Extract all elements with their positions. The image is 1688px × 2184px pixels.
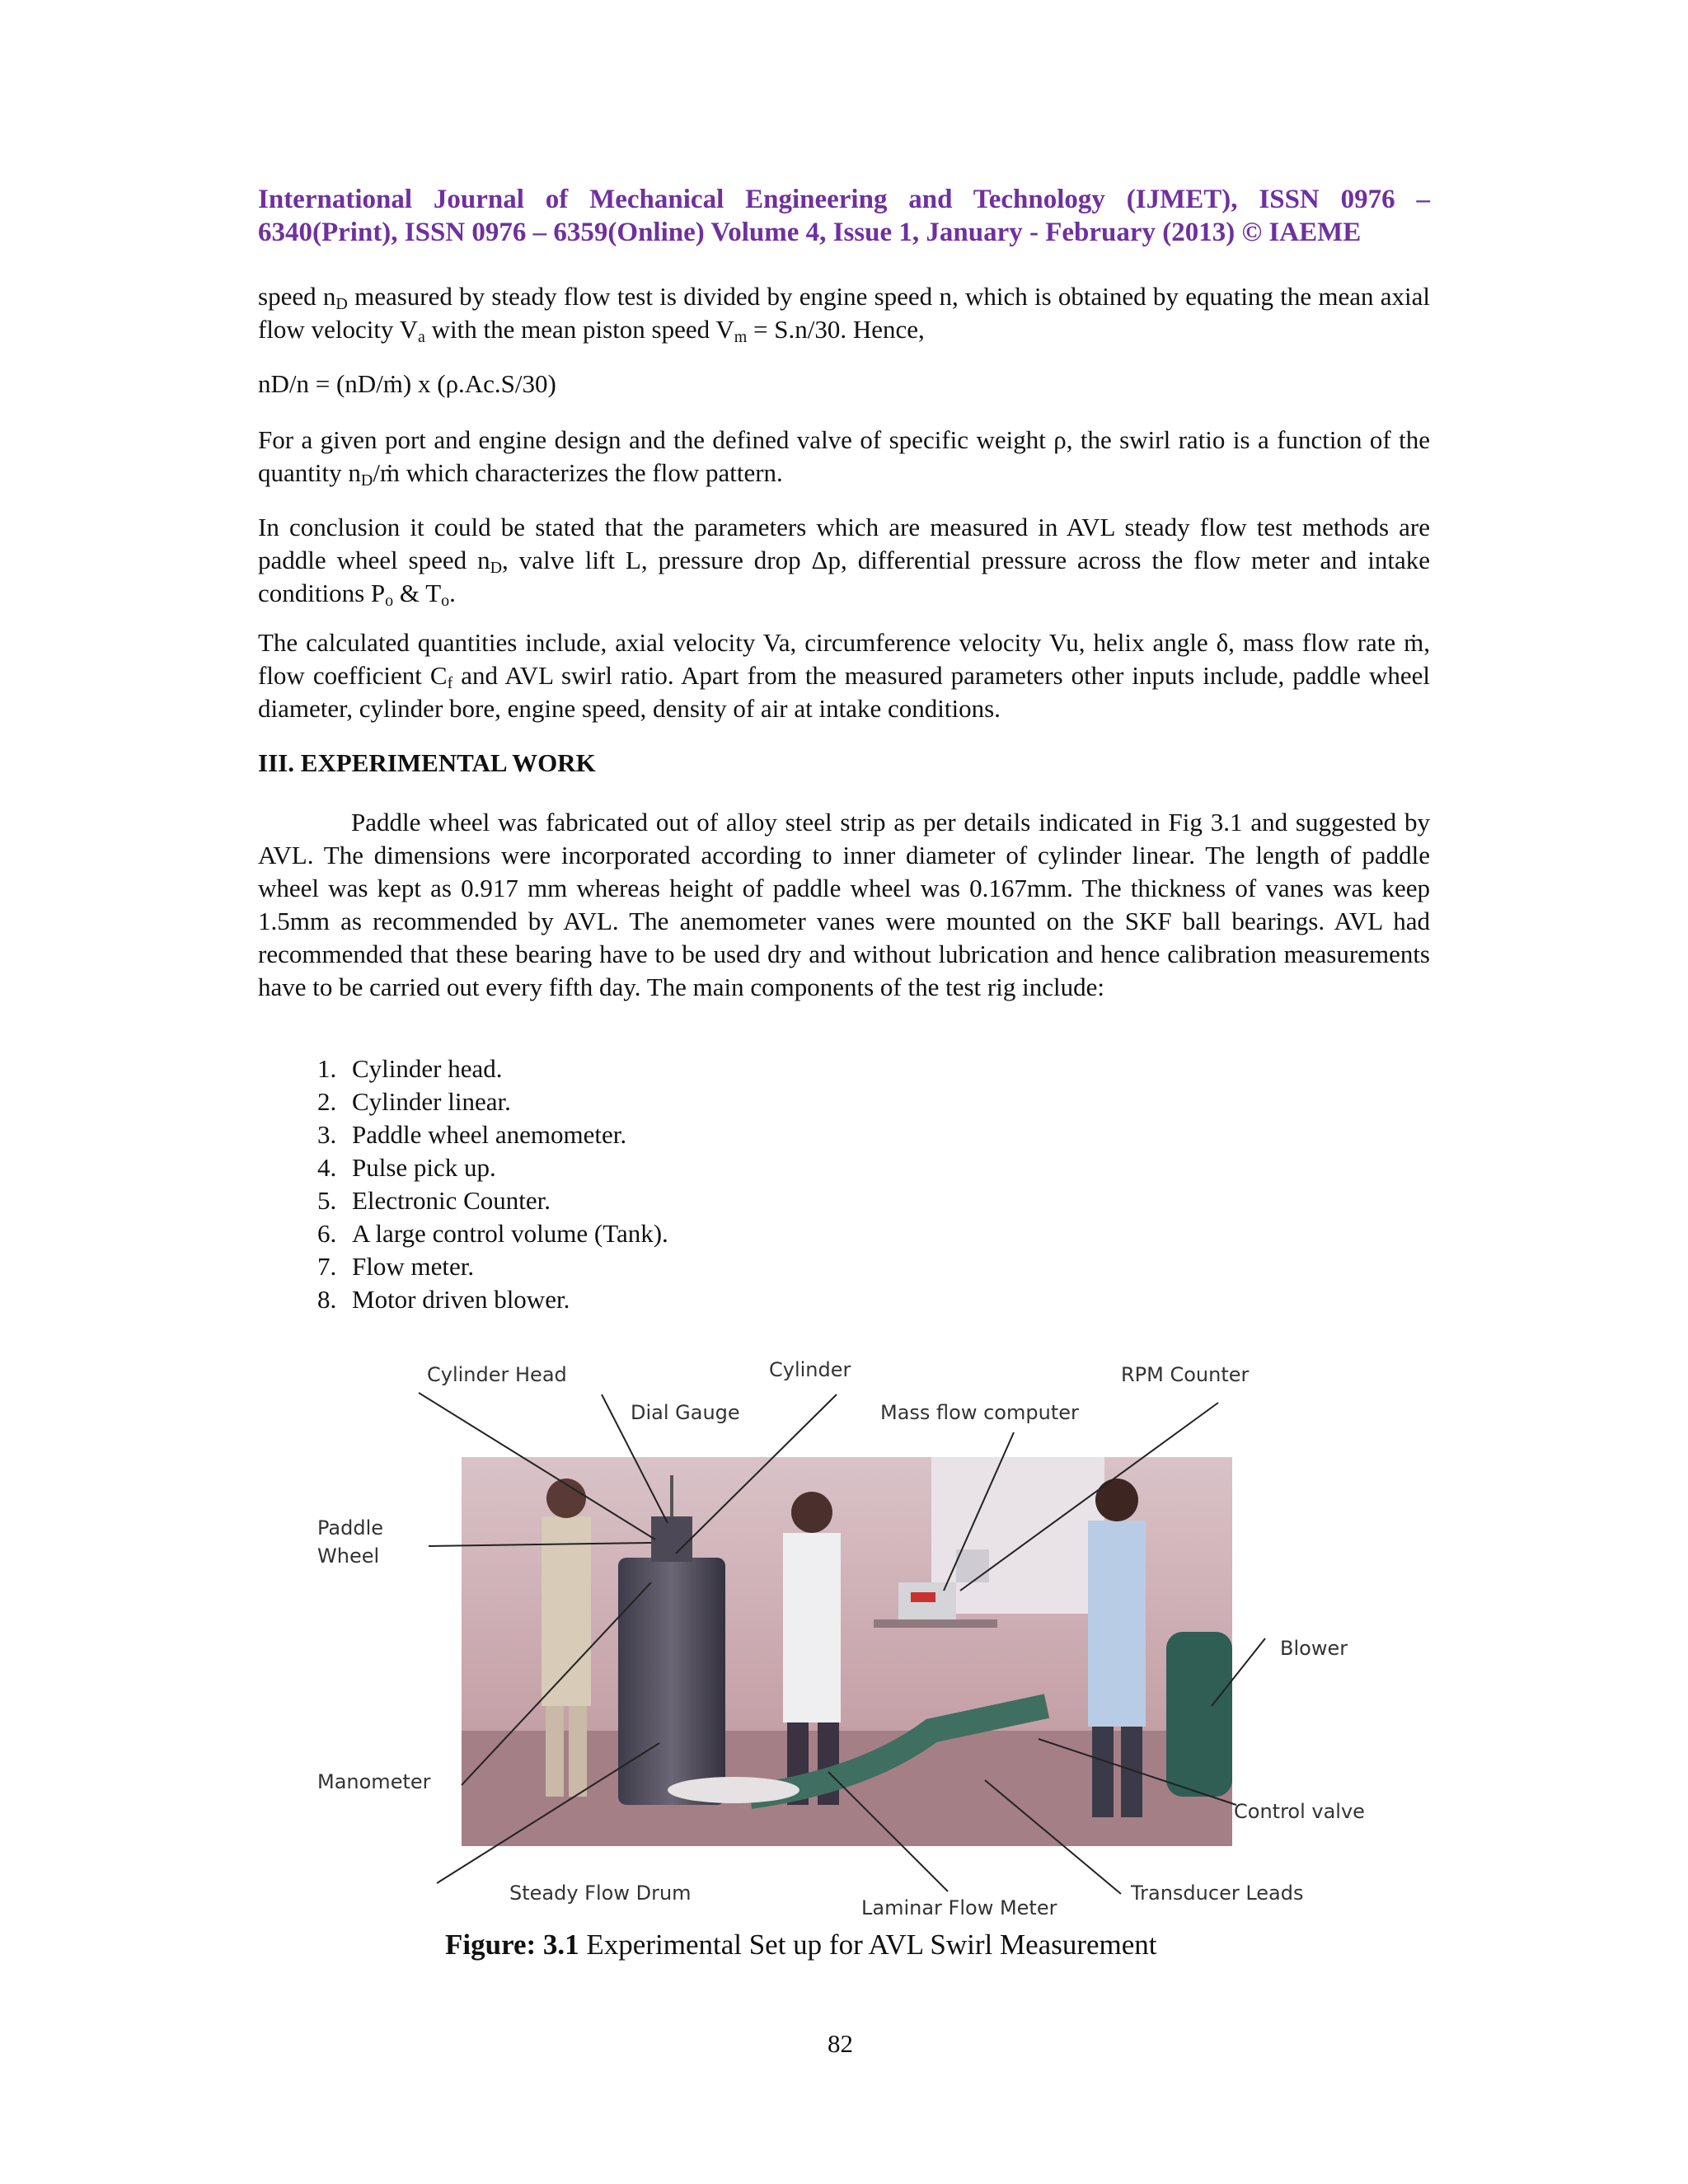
text-run: = S.n/30. Hence,	[747, 315, 925, 344]
figure-caption	[445, 1929, 1157, 1961]
paragraph-swirl-ratio	[258, 424, 1430, 490]
list-text: Cylinder head.	[352, 1054, 503, 1083]
list-number: 1.	[317, 1054, 337, 1083]
paragraph-calculated	[258, 626, 1430, 725]
list-item	[317, 1151, 668, 1184]
list-number: 4.	[317, 1153, 337, 1182]
journal-header-line1: International Journal of Mechanical Engineering and Technology (IJMET), ISSN 0976 –	[258, 185, 1430, 214]
list-text: Motor driven blower.	[352, 1285, 570, 1314]
page-number: 82	[828, 2029, 853, 2058]
list-number: 5.	[317, 1186, 337, 1215]
list-text: Electronic Counter.	[352, 1186, 551, 1215]
caption-text: Experimental Set up for AVL Swirl Measurement	[579, 1929, 1157, 1961]
list-item	[317, 1118, 668, 1151]
text-run: For a given port and engine design and the defined valve of specific weight ρ, the swirl ratio is a function of the quantity n	[258, 425, 1430, 487]
paragraph-experimental: Paddle wheel was fabricated out of alloy steel strip as per details indicated in Fig 3.1 and suggested by AVL. The dimensions were incorporated according to inner diameter of cylinder linear. The length of paddle wheel was kept as 0.917 mm whereas height of paddle wheel was 0.167mm. The thickness of vanes was keep 1.5mm as recommended by AVL. The anemometer vanes were mounted on the SKF ball bearings. AVL had recommended that these bearing have to be used dry and without lubrication and hence calibration measurements have to be carried out every fifth day. The main components of the test rig include:	[258, 808, 1430, 1001]
experimental-setup-figure	[305, 1352, 1401, 1929]
text-run: .	[449, 579, 456, 607]
label-rpm-counter: RPM Counter	[1121, 1363, 1250, 1386]
subscript: f	[447, 674, 453, 692]
paragraph-speed	[258, 280, 1430, 346]
list-number: 6.	[317, 1219, 337, 1248]
text-run: In conclusion it could be stated that the parameters which are measured in AVL steady flow test methods are paddle wheel speed n	[258, 513, 1430, 574]
components-list	[317, 1052, 668, 1316]
label-control-valve: Control valve	[1234, 1800, 1365, 1823]
text-run: with the mean piston speed V	[424, 315, 734, 344]
text-run: and AVL swirl ratio. Apart from the measured parameters other inputs include, paddle wheel diameter, cylinder bore, engine speed, density of air at intake conditions.	[258, 661, 1430, 723]
paragraph-conclusion	[258, 511, 1430, 610]
text-run: The calculated quantities include, axial velocity Va, circumference velocity Vu, helix angle δ, mass flow rate ṁ, flow coefficient C	[258, 628, 1430, 690]
label-paddle: Paddle	[317, 1516, 384, 1540]
label-steady-flow-drum: Steady Flow Drum	[509, 1882, 692, 1905]
list-item	[317, 1283, 668, 1316]
list-number: 8.	[317, 1285, 337, 1314]
list-item	[317, 1085, 668, 1118]
text-run: , valve lift L, pressure drop Δp, differential pressure across the flow meter and intake conditions P	[258, 546, 1430, 607]
label-laminar-flow-meter: Laminar Flow Meter	[861, 1896, 1057, 1919]
subscript: o	[441, 592, 450, 610]
subscript: D	[490, 559, 503, 577]
text-run: measured by steady flow test is divided by engine speed n, which is obtained by equating the mean axial flow velocity V	[258, 282, 1430, 344]
label-transducer-leads: Transducer Leads	[1131, 1882, 1304, 1905]
label-dial-gauge: Dial Gauge	[631, 1401, 740, 1424]
label-cylinder-head: Cylinder Head	[427, 1363, 567, 1386]
section-heading: III. EXPERIMENTAL WORK	[258, 748, 596, 777]
label-mass-flow-computer: Mass flow computer	[880, 1401, 1079, 1424]
list-number: 7.	[317, 1252, 337, 1281]
label-cylinder: Cylinder	[769, 1358, 851, 1381]
text-run: & T	[393, 579, 442, 607]
list-number: 3.	[317, 1120, 337, 1149]
subscript: D	[335, 295, 348, 313]
list-number: 2.	[317, 1087, 337, 1116]
list-item	[317, 1184, 668, 1217]
text-run: speed n	[258, 282, 336, 311]
subscript: a	[418, 328, 425, 346]
list-item	[317, 1217, 668, 1250]
equation: nD/n = (nD/ṁ) x (ρ.Ac.S/30)	[258, 369, 556, 398]
subscript: D	[360, 471, 373, 490]
list-item	[317, 1052, 668, 1085]
journal-header-line2: 6340(Print), ISSN 0976 – 6359(Online) Volume 4, Issue 1, January - February (2013) © IAEME	[258, 218, 1362, 247]
subscript: o	[385, 592, 394, 610]
text-run: /ṁ which characterizes the flow pattern.	[373, 458, 783, 487]
list-text: Flow meter.	[352, 1252, 475, 1281]
caption-label: Figure: 3.1	[445, 1929, 579, 1961]
journal-header	[258, 183, 1430, 249]
label-manometer: Manometer	[317, 1770, 431, 1793]
list-text: Cylinder linear.	[352, 1087, 511, 1116]
list-item	[317, 1250, 668, 1283]
list-text: Pulse pick up.	[352, 1153, 496, 1182]
subscript: m	[734, 328, 748, 346]
label-wheel: Wheel	[317, 1544, 380, 1568]
list-text: Paddle wheel anemometer.	[352, 1120, 627, 1149]
label-blower: Blower	[1280, 1637, 1348, 1660]
setup-photo	[462, 1457, 1232, 1846]
list-text: A large control volume (Tank).	[352, 1219, 668, 1248]
